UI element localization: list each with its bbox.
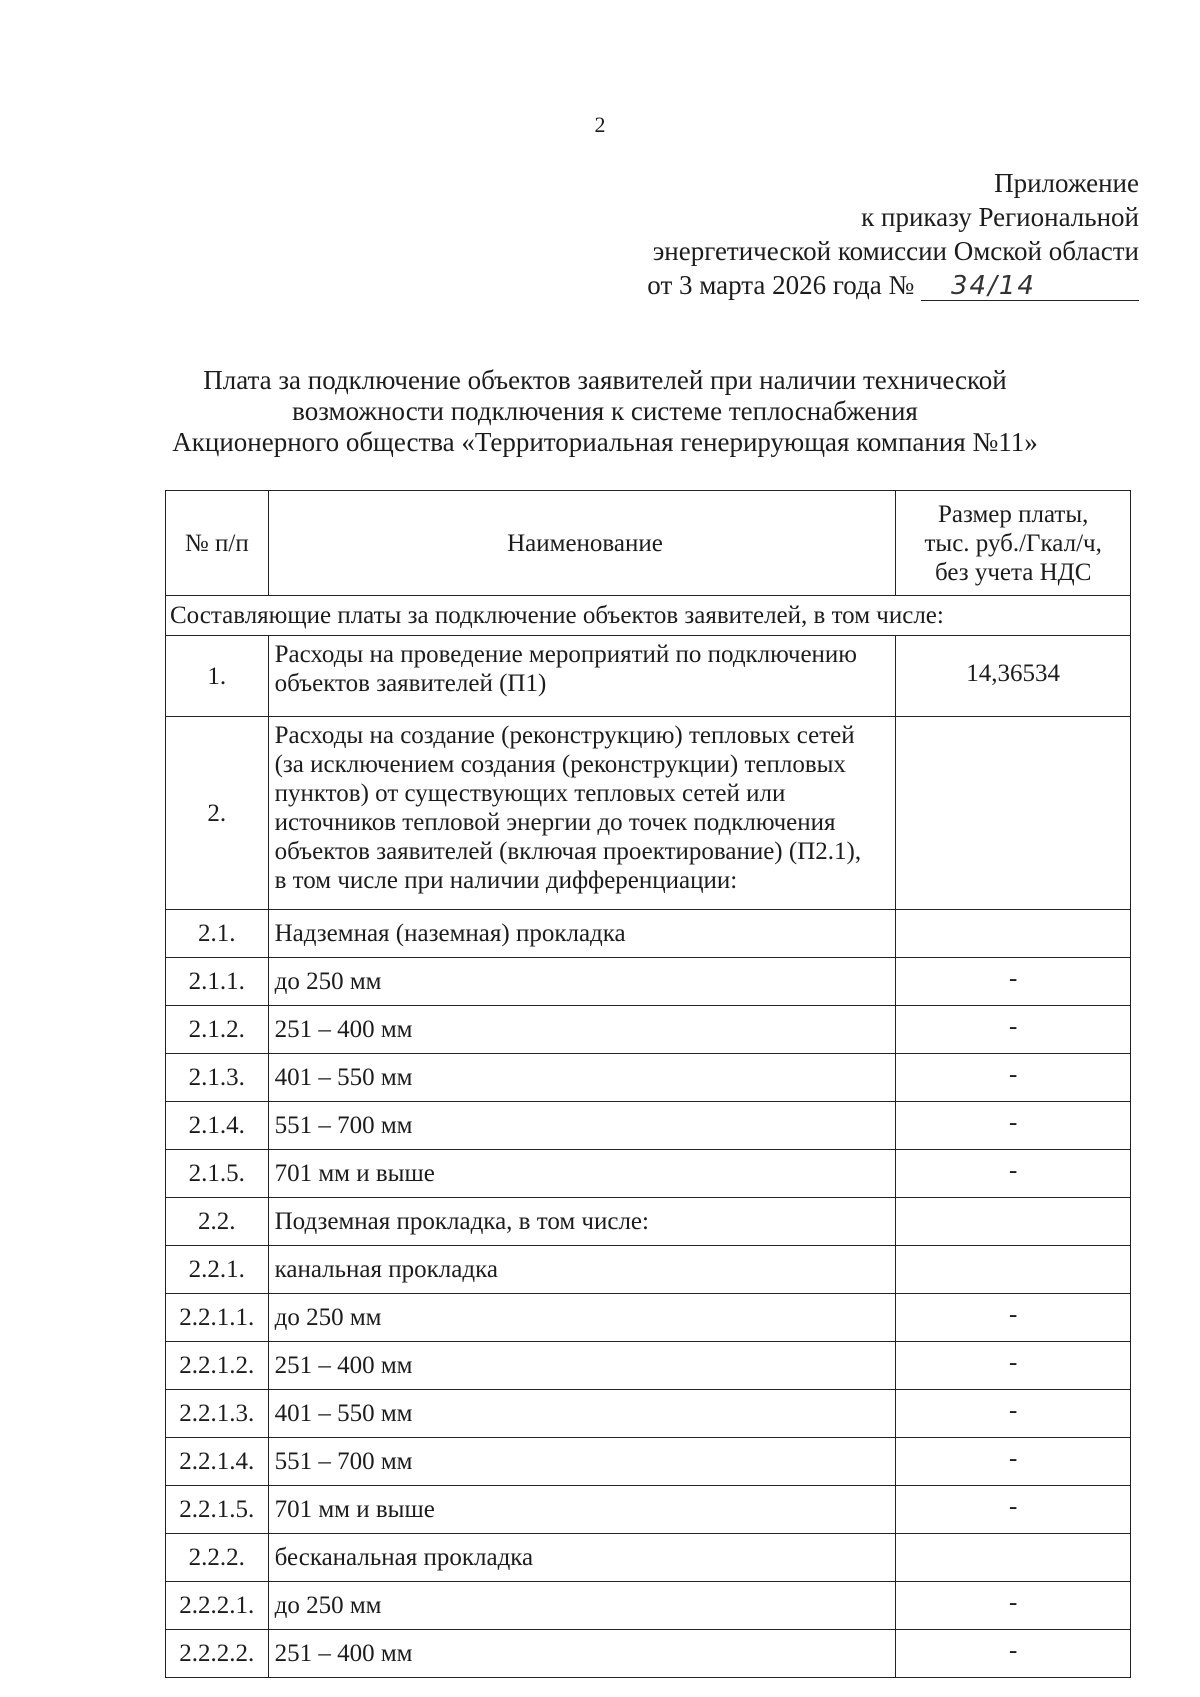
title-line-1: Плата за подключение объектов заявителей при наличии технической: [203, 365, 1007, 395]
table-row: [166, 1102, 1131, 1150]
row-number: 2.2.: [166, 1198, 269, 1246]
handwritten-order-number: 34/14: [921, 272, 1139, 301]
row-name: Надземная (наземная) прокладка: [268, 910, 896, 958]
header-name: Наименование: [268, 491, 896, 596]
table-row: [166, 1630, 1131, 1678]
row-name: 401 – 550 мм: [268, 1390, 896, 1438]
appendix-commission: энергетической комиссии Омской области: [652, 236, 1139, 266]
table-row: [166, 1198, 1131, 1246]
table-row: [166, 1390, 1131, 1438]
row-fee: -: [896, 1006, 1131, 1054]
row-fee: -: [896, 1102, 1131, 1150]
title-line-3: Акционерного общества «Территориальная генерирующая компания №11»: [172, 427, 1038, 457]
row-fee: -: [896, 1342, 1131, 1390]
row-name-line: пунктов) от существующих тепловых сетей или: [274, 780, 786, 807]
row-name: 551 – 700 мм: [268, 1102, 896, 1150]
row-name: 251 – 400 мм: [268, 1342, 896, 1390]
table-row: [166, 1582, 1131, 1630]
section-row-label: Составляющие платы за подключение объектов заявителей, в том числе:: [166, 596, 1131, 636]
row-name-line: (за исключением создания (реконструкции) тепловых: [274, 751, 846, 778]
table-row: [166, 1006, 1131, 1054]
row-number: 2.2.1.3.: [166, 1390, 269, 1438]
table-row: [166, 1246, 1131, 1294]
row-fee: -: [896, 1150, 1131, 1198]
row-name: 701 мм и выше: [268, 1486, 896, 1534]
header-fee-line-1: Размер платы,: [937, 500, 1089, 528]
table-row: [166, 1486, 1131, 1534]
row-number: 2.2.1.1.: [166, 1294, 269, 1342]
row-name: 701 мм и выше: [268, 1150, 896, 1198]
row-fee: -: [896, 1390, 1131, 1438]
row-name: до 250 мм: [268, 958, 896, 1006]
row-name-line: Расходы на проведение мероприятий по подключению: [274, 641, 857, 668]
table-header-row: [166, 491, 1131, 596]
row-fee: [896, 1246, 1131, 1294]
row-fee: -: [896, 1486, 1131, 1534]
row-fee: -: [896, 958, 1131, 1006]
row-number: 2.1.: [166, 910, 269, 958]
header-fee-line-2: тыс. руб./Гкал/ч,: [924, 529, 1102, 557]
table-row: [166, 1054, 1131, 1102]
row-number: 2.1.1.: [166, 958, 269, 1006]
row-name-line: Расходы на создание (реконструкцию) тепловых сетей: [274, 722, 855, 749]
row-number: 2.2.1.2.: [166, 1342, 269, 1390]
row-number: 2.1.4.: [166, 1102, 269, 1150]
row-fee: -: [896, 1630, 1131, 1678]
section-row: [166, 596, 1131, 636]
row-name: 251 – 400 мм: [268, 1006, 896, 1054]
row-name-line: в том числе при наличии дифференциации:: [274, 867, 738, 894]
row-name: канальная прокладка: [268, 1246, 896, 1294]
header-fee: [896, 491, 1131, 596]
appendix-header: [647, 166, 1139, 302]
table-body: [166, 596, 1131, 1678]
appendix-label: Приложение: [994, 168, 1139, 198]
row-number: 2.2.2.2.: [166, 1630, 269, 1678]
table-row: [166, 958, 1131, 1006]
appendix-date-line: [647, 268, 1139, 302]
table-row: [166, 717, 1131, 910]
table-row: [166, 910, 1131, 958]
row-number: 2.2.1.5.: [166, 1486, 269, 1534]
row-name: бесканальная прокладка: [268, 1534, 896, 1582]
row-name-line: источников тепловой энергии до точек подключения: [274, 809, 836, 836]
row-name: 251 – 400 мм: [268, 1630, 896, 1678]
row-fee: -: [896, 1582, 1131, 1630]
row-number: 2.1.2.: [166, 1006, 269, 1054]
row-name-line: объектов заявителей (П1): [274, 670, 547, 697]
row-name: [268, 717, 896, 910]
row-name: до 250 мм: [268, 1294, 896, 1342]
row-fee: [896, 910, 1131, 958]
row-fee: [896, 1534, 1131, 1582]
row-name-line: объектов заявителей (включая проектирование) (П2.1),: [274, 838, 862, 865]
row-fee: [896, 717, 1131, 910]
table-row: [166, 1342, 1131, 1390]
row-number: 2.2.1.4.: [166, 1438, 269, 1486]
table-row: [166, 1294, 1131, 1342]
row-name: [268, 636, 896, 717]
row-number: 2.2.1.: [166, 1246, 269, 1294]
table-row: [166, 1534, 1131, 1582]
row-name: 401 – 550 мм: [268, 1054, 896, 1102]
appendix-order-ref: к приказу Региональной: [861, 202, 1139, 232]
header-fee-line-3: без учета НДС: [934, 558, 1092, 586]
table-row: [166, 1438, 1131, 1486]
row-number: 2.1.5.: [166, 1150, 269, 1198]
row-fee: 14,36534: [896, 636, 1131, 717]
document-title: [120, 365, 1090, 458]
row-name: 551 – 700 мм: [268, 1438, 896, 1486]
table-row: [166, 636, 1131, 717]
row-number: 2.1.3.: [166, 1054, 269, 1102]
row-number: 1.: [166, 636, 269, 717]
row-number: 2.2.2.: [166, 1534, 269, 1582]
row-fee: -: [896, 1438, 1131, 1486]
title-line-2: возможности подключения к системе теплоснабжения: [292, 396, 918, 426]
row-number: 2.2.2.1.: [166, 1582, 269, 1630]
row-fee: -: [896, 1054, 1131, 1102]
appendix-date: от 3 марта 2026 года №: [647, 270, 915, 300]
fee-table: [165, 490, 1131, 1678]
row-number: 2.: [166, 717, 269, 910]
table-row: [166, 1150, 1131, 1198]
row-name: до 250 мм: [268, 1582, 896, 1630]
row-fee: [896, 1198, 1131, 1246]
header-num: № п/п: [166, 491, 269, 596]
row-name: Подземная прокладка, в том числе:: [268, 1198, 896, 1246]
row-fee: -: [896, 1294, 1131, 1342]
page-number: 2: [594, 112, 606, 137]
